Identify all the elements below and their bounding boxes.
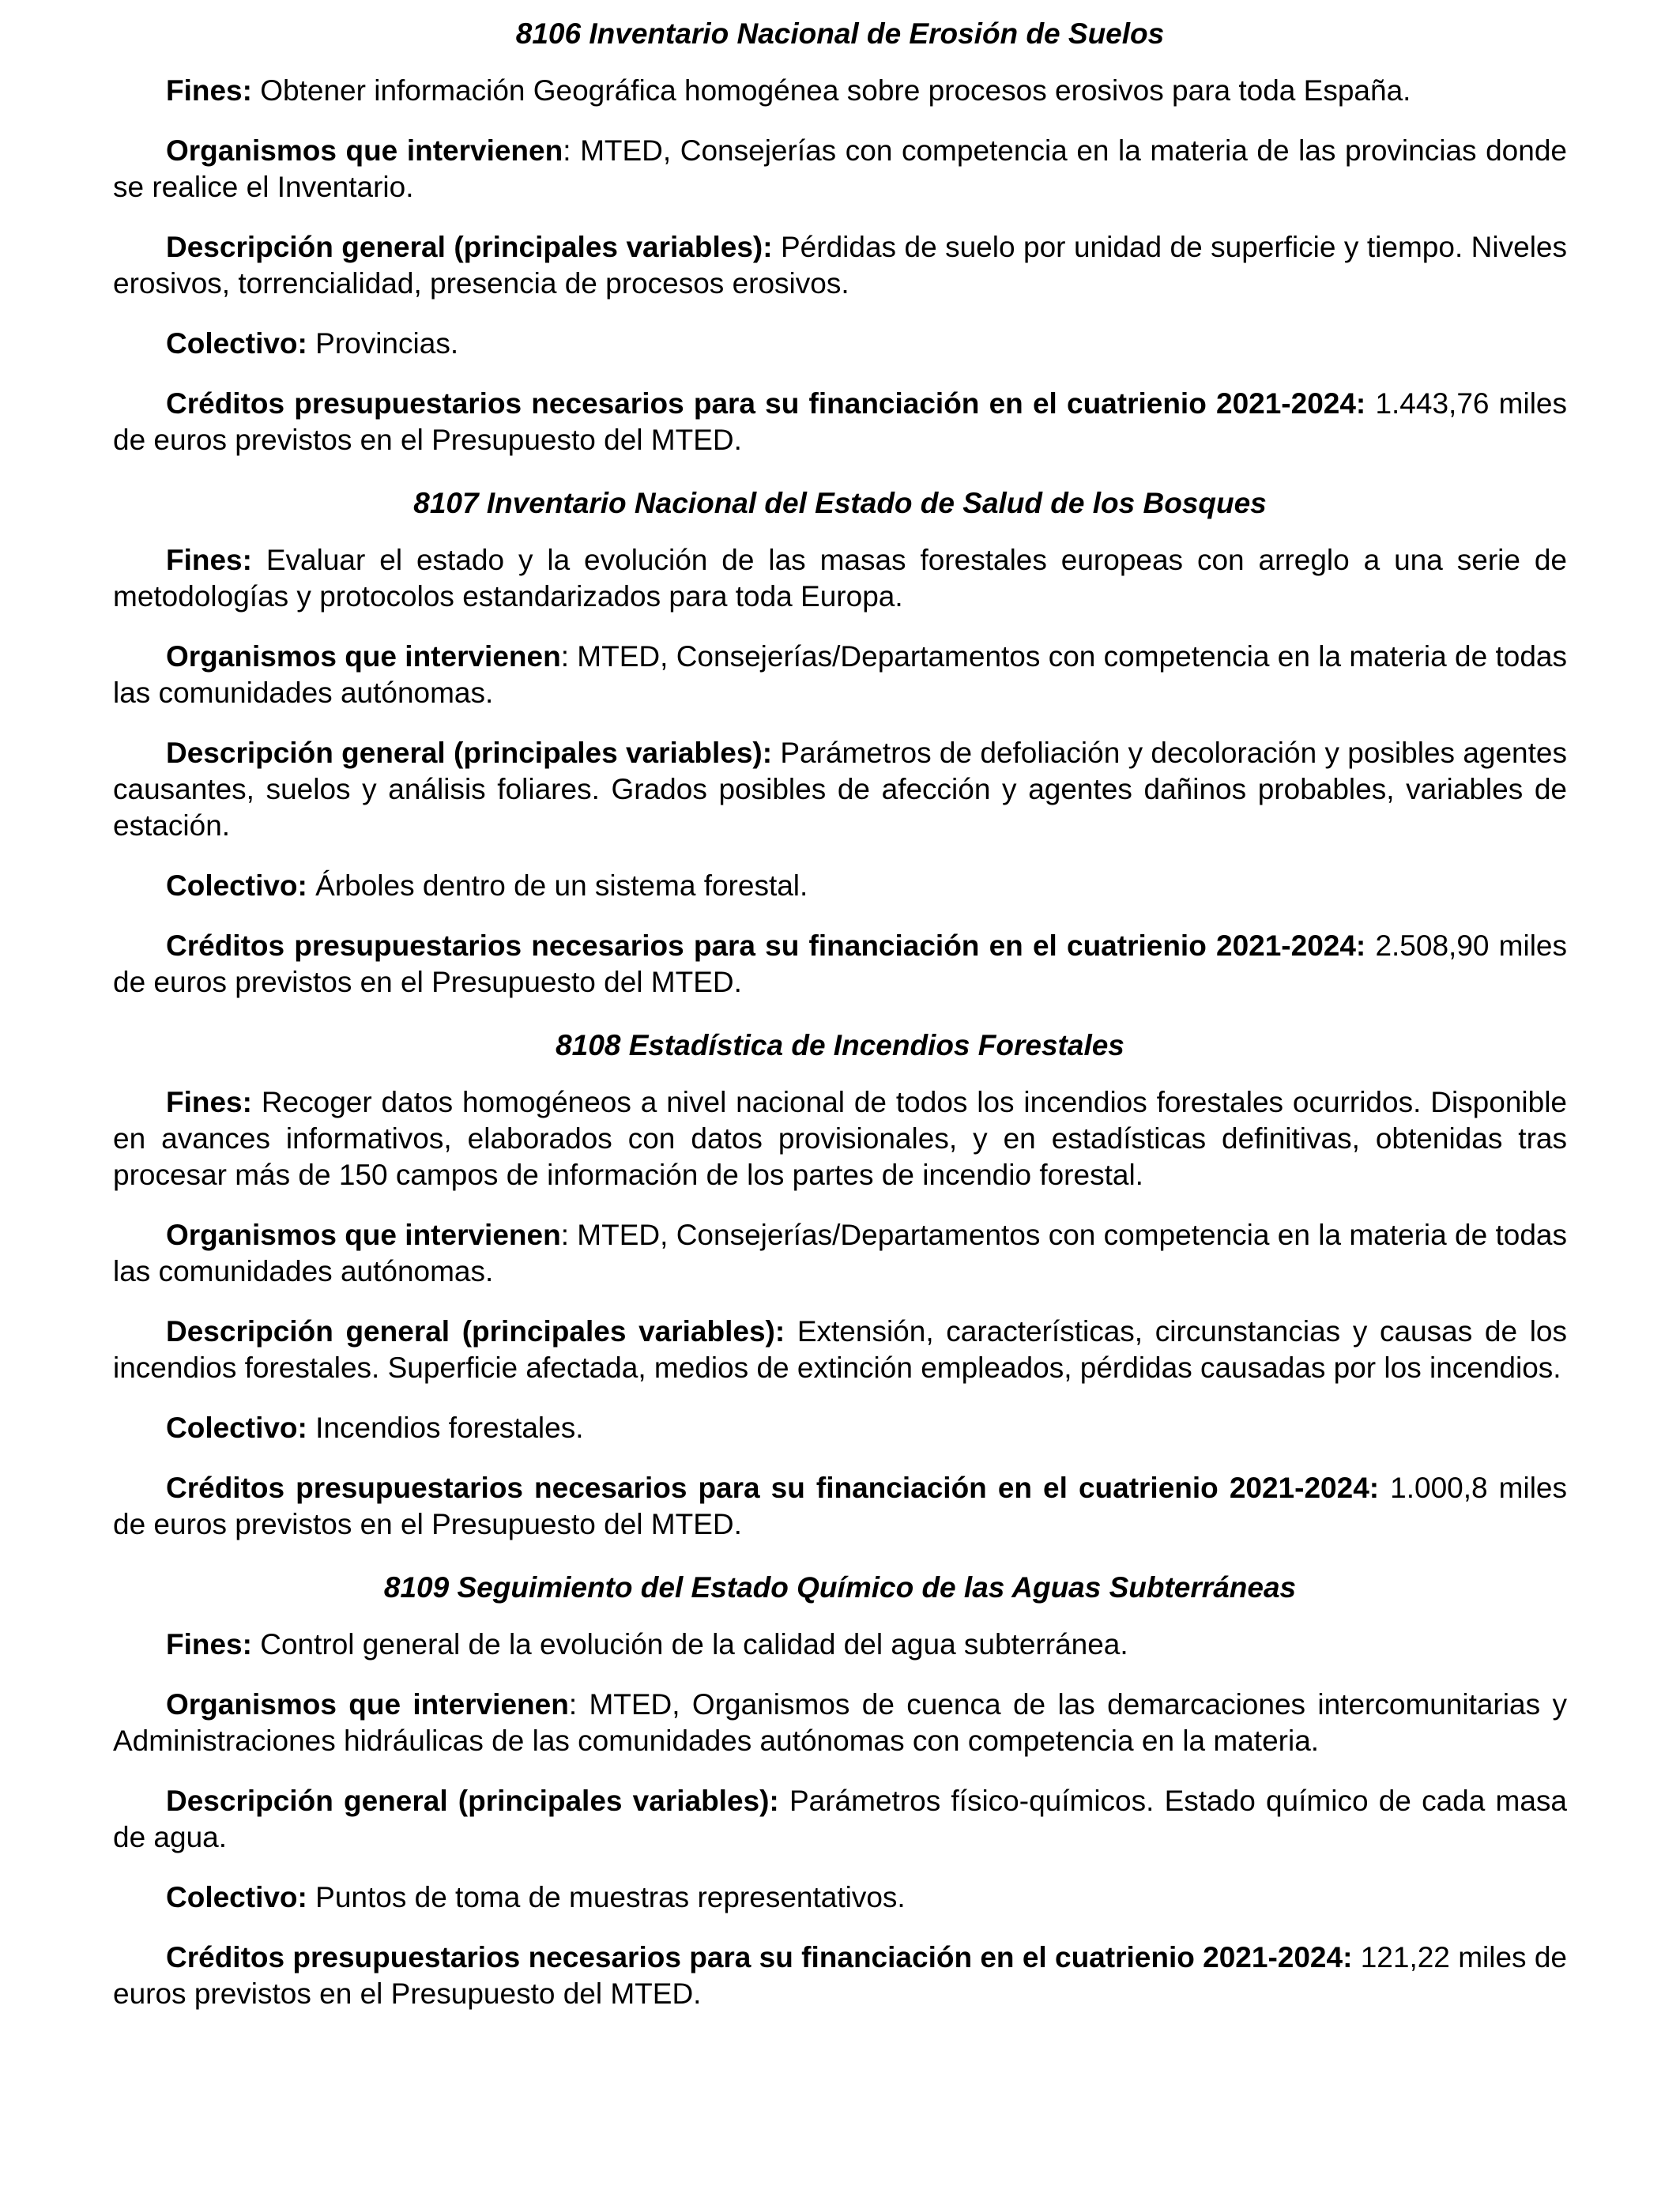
- fines-text: Obtener información Geográfica homogénea sobre procesos erosivos para toda España.: [251, 74, 1411, 107]
- colectivo-paragraph: [113, 1879, 1567, 1916]
- organismos-paragraph: [113, 133, 1567, 205]
- creditos-paragraph: [113, 1470, 1567, 1543]
- colectivo-label: Colectivo:: [166, 1412, 307, 1444]
- section-8108: [113, 1027, 1567, 1543]
- section-title: 8109 Seguimiento del Estado Químico de las Aguas Subterráneas: [383, 1571, 1297, 1604]
- colectivo-paragraph: [113, 868, 1567, 904]
- descripcion-label: Descripción general (principales variables):: [166, 231, 773, 263]
- colectivo-paragraph: [113, 326, 1567, 362]
- fines-text: Control general de la evolución de la calidad del agua subterránea.: [251, 1628, 1128, 1661]
- organismos-text: : MTED, Organismos de cuenca de las demarcaciones intercomunitarias y Administraciones hidráulicas de las comunidades autónomas con competencia en la materia.: [113, 1688, 1567, 1757]
- descripcion-label: Descripción general (principales variables):: [166, 1785, 779, 1817]
- fines-label: Fines:: [166, 74, 252, 107]
- organismos-text: : MTED, Consejerías/Departamentos con competencia en la materia de todas las comunidades autónomas.: [113, 640, 1567, 709]
- fines-text: Recoger datos homogéneos a nivel nacional de todos los incendios forestales ocurridos. Disponible en avances informativos, elaborados con datos provisionales, y en estadísticas definitivas, obtenidas tras procesar más de 150 campos de información de los partes de incendio forestal.: [113, 1086, 1567, 1191]
- descripcion-text: Pérdidas de suelo por unidad de superficie y tiempo. Niveles erosivos, torrencialidad, presencia de procesos erosivos.: [113, 231, 1567, 300]
- section-8109: [113, 1570, 1567, 2012]
- descripcion-label: Descripción general (principales variables):: [166, 1315, 785, 1348]
- creditos-text: 1.000,8 miles de euros previstos en el Presupuesto del MTED.: [113, 1472, 1567, 1540]
- organismos-text: : MTED, Consejerías con competencia en la materia de las provincias donde se realice el Inventario.: [113, 134, 1567, 203]
- section-title: 8108 Estadística de Incendios Forestales: [556, 1029, 1124, 1061]
- colectivo-text: Puntos de toma de muestras representativos.: [307, 1881, 906, 1913]
- document-page: [113, 16, 1567, 2012]
- creditos-label: Créditos presupuestarios necesarios para su financiación en el cuatrienio 2021-2024:: [166, 1941, 1353, 1973]
- creditos-label: Créditos presupuestarios necesarios para su financiación en el cuatrienio 2021-2024:: [166, 1472, 1380, 1504]
- creditos-paragraph: [113, 1940, 1567, 2012]
- colectivo-text: Incendios forestales.: [307, 1412, 584, 1444]
- colectivo-label: Colectivo:: [166, 1881, 307, 1913]
- fines-paragraph: [113, 1084, 1567, 1193]
- section-8106: [113, 16, 1567, 458]
- organismos-paragraph: [113, 639, 1567, 711]
- creditos-label: Créditos presupuestarios necesarios para su financiación en el cuatrienio 2021-2024:: [166, 929, 1366, 962]
- organismos-text: : MTED, Consejerías/Departamentos con competencia en la materia de todas las comunidades autónomas.: [113, 1219, 1567, 1287]
- creditos-paragraph: [113, 928, 1567, 1001]
- colectivo-paragraph: [113, 1410, 1567, 1446]
- descripcion-label: Descripción general (principales variables):: [166, 737, 773, 769]
- colectivo-label: Colectivo:: [166, 869, 307, 902]
- descripcion-paragraph: [113, 229, 1567, 302]
- colectivo-text: Árboles dentro de un sistema forestal.: [307, 869, 808, 902]
- fines-label: Fines:: [166, 1086, 252, 1118]
- descripcion-paragraph: [113, 735, 1567, 844]
- section-title: 8106 Inventario Nacional de Erosión de Suelos: [515, 17, 1165, 50]
- fines-paragraph: [113, 73, 1567, 109]
- descripcion-paragraph: [113, 1314, 1567, 1386]
- fines-label: Fines:: [166, 1628, 252, 1661]
- organismos-label: Organismos que intervienen: [166, 1688, 569, 1721]
- organismos-paragraph: [113, 1217, 1567, 1290]
- descripcion-text: Parámetros de defoliación y decoloración y posibles agentes causantes, suelos y análisis foliares. Grados posibles de afección y agentes dañinos probables, variables de estación.: [113, 737, 1567, 842]
- organismos-label: Organismos que intervienen: [166, 640, 561, 673]
- colectivo-label: Colectivo:: [166, 327, 307, 360]
- creditos-paragraph: [113, 386, 1567, 458]
- descripcion-text: Extensión, características, circunstancias y causas de los incendios forestales. Superficie afectada, medios de extinción empleados, pérdidas causadas por los incendios.: [113, 1315, 1567, 1384]
- section-title: 8107 Inventario Nacional del Estado de Salud de los Bosques: [413, 487, 1267, 519]
- descripcion-text: Parámetros físico-químicos. Estado químico de cada masa de agua.: [113, 1785, 1567, 1853]
- creditos-text: 1.443,76 miles de euros previstos en el Presupuesto del MTED.: [113, 387, 1567, 456]
- creditos-text: 121,22 miles de euros previstos en el Presupuesto del MTED.: [113, 1941, 1567, 2010]
- section-8107: [113, 485, 1567, 1001]
- fines-paragraph: [113, 1627, 1567, 1663]
- creditos-label: Créditos presupuestarios necesarios para su financiación en el cuatrienio 2021-2024:: [166, 387, 1366, 420]
- creditos-text: 2.508,90 miles de euros previstos en el Presupuesto del MTED.: [113, 929, 1567, 998]
- fines-text: Evaluar el estado y la evolución de las masas forestales europeas con arreglo a una serie de metodologías y protocolos estandarizados para toda Europa.: [113, 544, 1567, 613]
- organismos-label: Organismos que intervienen: [166, 1219, 561, 1251]
- organismos-label: Organismos que intervienen: [166, 134, 563, 167]
- organismos-paragraph: [113, 1687, 1567, 1759]
- descripcion-paragraph: [113, 1783, 1567, 1856]
- fines-paragraph: [113, 542, 1567, 615]
- fines-label: Fines:: [166, 544, 252, 576]
- colectivo-text: Provincias.: [307, 327, 459, 360]
